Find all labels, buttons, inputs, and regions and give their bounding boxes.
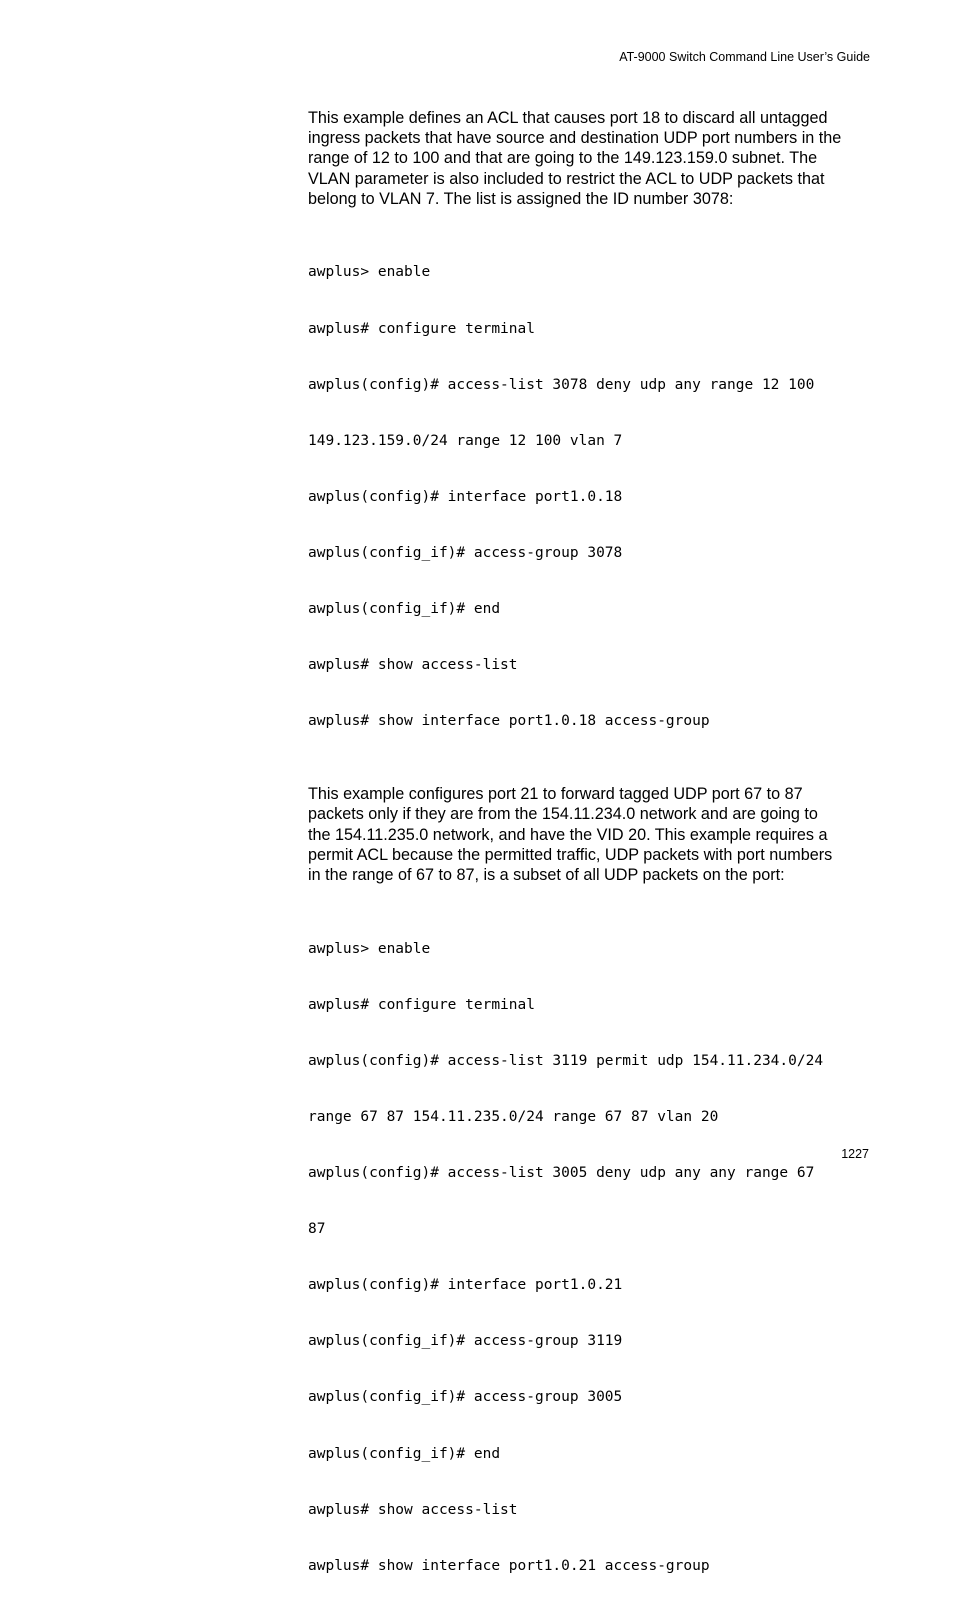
code-line: awplus(config_if)# access-group 3005 xyxy=(308,1389,623,1406)
code-line: awplus> enable xyxy=(308,940,431,957)
running-header: AT-9000 Switch Command Line User’s Guide xyxy=(619,50,870,64)
code-line: awplus# show access-list xyxy=(308,1501,518,1518)
code-line: awplus(config_if)# end xyxy=(308,1445,501,1462)
code-line: awplus(config)# interface port1.0.21 xyxy=(308,1277,623,1294)
code-line: awplus> enable xyxy=(308,264,431,281)
code-line: awplus(config)# access-list 3078 deny udp any range 12 100 xyxy=(308,376,815,393)
code-line: awplus(config)# interface port1.0.18 xyxy=(308,488,623,505)
example-1-description: This example defines an ACL that causes port 18 to discard all untagged ingress packets that have source and destination UDP port numbers in the range of 12 to 100 and that are going to the 149.123.159.0 subnet. The VLAN parameter is also included to restrict the ACL to UDP packets that belong to VLAN 7. The list is assigned the ID number 3078: xyxy=(308,109,842,208)
code-line: 87 xyxy=(308,1221,326,1238)
code-line: awplus# show access-list xyxy=(308,657,518,674)
example-1-code-block xyxy=(308,226,874,768)
code-line: awplus# configure terminal xyxy=(308,996,535,1013)
code-line: awplus(config)# access-list 3005 deny udp any any range 67 xyxy=(308,1165,815,1182)
page-number: 1227 xyxy=(841,1147,869,1161)
example-2-code-block xyxy=(308,902,874,1613)
code-line: awplus# configure terminal xyxy=(308,320,535,337)
code-line: awplus# show interface port1.0.18 access-group xyxy=(308,713,710,730)
code-line: 149.123.159.0/24 range 12 100 vlan 7 xyxy=(308,432,623,449)
code-line: awplus(config)# access-list 3119 permit udp 154.11.234.0/24 xyxy=(308,1052,824,1069)
code-line: awplus(config_if)# access-group 3078 xyxy=(308,544,623,561)
code-line: range 67 87 154.11.235.0/24 range 67 87 vlan 20 xyxy=(308,1108,719,1125)
code-line: awplus# show interface port1.0.21 access-group xyxy=(308,1557,710,1574)
page-content xyxy=(308,108,874,1613)
example-2-description: This example configures port 21 to forward tagged UDP port 67 to 87 packets only if they are from the 154.11.234.0 network and are going to the 154.11.235.0 network, and have the VID 20. This example requires a permit ACL because the permitted traffic, UDP packets with port numbers in the range of 67 to 87, is a subset of all UDP packets on the port: xyxy=(308,785,833,885)
code-line: awplus(config_if)# end xyxy=(308,600,501,617)
code-line: awplus(config_if)# access-group 3119 xyxy=(308,1333,623,1350)
